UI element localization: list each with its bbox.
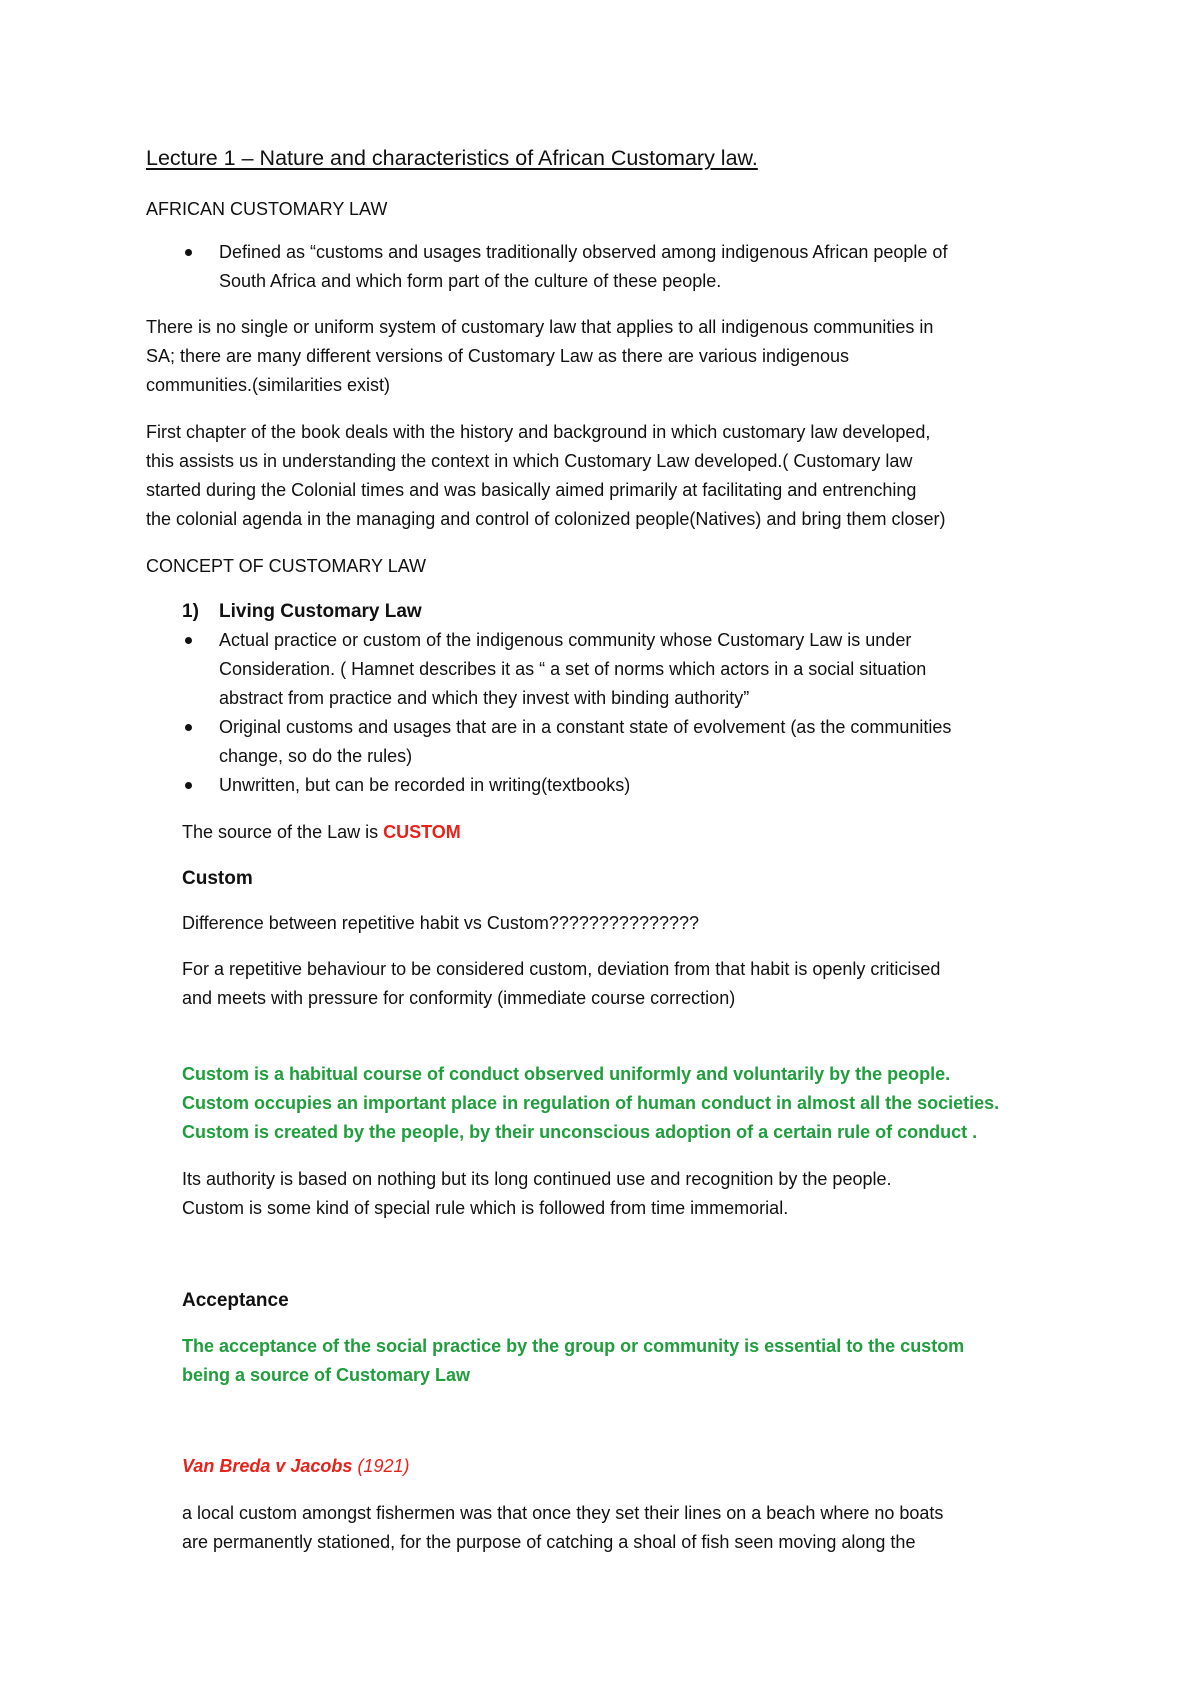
source-line-prefix: The source of the Law is [182, 822, 384, 842]
living-law-bullet1-line-1: Actual practice or custom of the indigenous community whose Customary Law is under [219, 630, 912, 650]
bullet-icon [185, 782, 192, 789]
acceptance-green-line-1: The acceptance of the social practice by the group or community is essential to the custom [182, 1336, 965, 1356]
definition-line-1: Defined as “customs and usages traditionally observed among indigenous African people of [219, 242, 948, 262]
bullet-icon [185, 637, 192, 644]
custom-definition-line-2: Custom occupies an important place in regulation of human conduct in almost all the societies. [182, 1093, 1000, 1113]
acceptance-green-line-2: being a source of Customary Law [182, 1365, 471, 1385]
living-law-number: 1) [182, 601, 199, 622]
case-citation [182, 1452, 409, 1481]
repetitive-para-line-2: and meets with pressure for conformity (immediate course correction) [182, 988, 736, 1008]
para-first-chapter-line-3: started during the Colonial times and was basically aimed primarily at facilitating and entrenching [146, 480, 917, 500]
para-no-single-system-line-3: communities.(similarities exist) [146, 375, 391, 395]
para-no-single-system-line-2: SA; there are many different versions of Customary Law as there are various indigenous [146, 346, 850, 366]
source-line [182, 818, 461, 847]
difference-question: Difference between repetitive habit vs Custom??????????????? [182, 913, 700, 933]
para-first-chapter-line-1: First chapter of the book deals with the history and background in which customary law developed, [146, 422, 931, 442]
section-heading-concept: CONCEPT OF CUSTOMARY LAW [146, 556, 427, 576]
custom-heading: Custom [182, 868, 253, 889]
living-law-heading: Living Customary Law [219, 601, 422, 622]
bullet-icon [185, 249, 192, 256]
living-law-bullet1-line-3: abstract from practice and which they invest with binding authority” [219, 688, 750, 708]
authority-para-line-1: Its authority is based on nothing but its long continued use and recognition by the people. [182, 1169, 892, 1189]
source-line-emphasis: CUSTOM [383, 822, 461, 842]
definition-line-2: South Africa and which form part of the culture of these people. [219, 271, 722, 291]
living-law-bullet1-line-2: Consideration. ( Hamnet describes it as “ a set of norms which actors in a social situation [219, 659, 927, 679]
para-no-single-system-line-1: There is no single or uniform system of customary law that applies to all indigenous communities in [146, 317, 934, 337]
section-heading-african-customary-law: AFRICAN CUSTOMARY LAW [146, 199, 388, 219]
case-para-line-2: are permanently stationed, for the purpose of catching a shoal of fish seen moving along the [182, 1532, 916, 1552]
authority-para-line-2: Custom is some kind of special rule which is followed from time immemorial. [182, 1198, 789, 1218]
para-first-chapter-line-2: this assists us in understanding the context in which Customary Law developed.( Customary law [146, 451, 913, 471]
living-law-bullet3-line-1: Unwritten, but can be recorded in writing(textbooks) [219, 775, 631, 795]
custom-definition-line-1: Custom is a habitual course of conduct observed uniformly and voluntarily by the people. [182, 1064, 951, 1084]
para-first-chapter-line-4: the colonial agenda in the managing and control of colonized people(Natives) and bring them closer) [146, 509, 946, 529]
bullet-icon [185, 724, 192, 731]
case-name: Van Breda v Jacobs [182, 1456, 353, 1476]
custom-definition-line-3: Custom is created by the people, by their unconscious adoption of a certain rule of conduct . [182, 1122, 978, 1142]
repetitive-para-line-1: For a repetitive behaviour to be considered custom, deviation from that habit is openly criticised [182, 959, 941, 979]
living-law-bullet2-line-1: Original customs and usages that are in a constant state of evolvement (as the communities [219, 717, 952, 737]
case-year: (1921) [357, 1456, 410, 1476]
case-para-line-1: a local custom amongst fishermen was that once they set their lines on a beach where no boats [182, 1503, 944, 1523]
acceptance-heading: Acceptance [182, 1290, 289, 1311]
document-title: Lecture 1 – Nature and characteristics of African Customary law. [146, 146, 758, 170]
living-law-bullet2-line-2: change, so do the rules) [219, 746, 413, 766]
